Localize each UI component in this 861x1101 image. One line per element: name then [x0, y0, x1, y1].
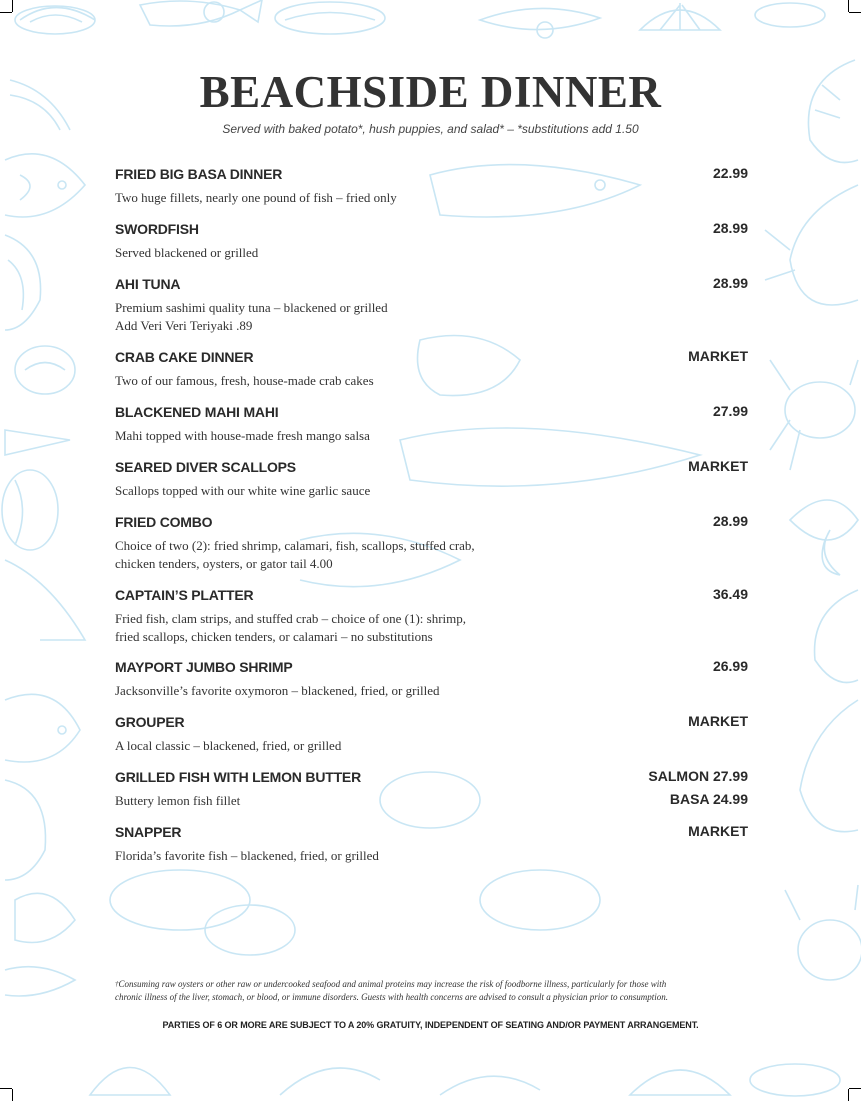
item-name: MAYPORT JUMBO SHRIMP: [115, 659, 293, 675]
item-name: BLACKENED MAHI MAHI: [115, 404, 279, 420]
disclaimer-line: chronic illness of the liver, stomach, or blood, or immune disorders. Guests with health concerns are advised to consult a physician prior to consumption.: [115, 992, 668, 1002]
item-description: Mahi topped with house-made fresh mango salsa: [115, 428, 370, 443]
item-name: FRIED COMBO: [115, 514, 213, 530]
item-description: Two huge fillets, nearly one pound of fish – fried only: [115, 190, 397, 205]
item-description: A local classic – blackened, fried, or grilled: [115, 738, 342, 753]
item-description: Two of our famous, fresh, house-made crab cakes: [115, 373, 374, 388]
item-description-line: Add Veri Veri Teriyaki .89: [115, 318, 253, 333]
item-price: 28.99: [712, 220, 748, 236]
item-name: AHI TUNA: [115, 276, 181, 292]
item-description: Buttery lemon fish fillet: [115, 793, 241, 808]
item-price: MARKET: [688, 823, 748, 839]
gratuity-notice: PARTIES OF 6 OR MORE ARE SUBJECT TO A 20% GRATUITY, INDEPENDENT OF SEATING AND/OR PAYMENT ARRANGEMENT.: [162, 1020, 699, 1030]
item-description-line: Premium sashimi quality tuna – blackened or grilled: [115, 300, 388, 315]
crop-mark: [849, 12, 861, 13]
item-description-line: fried scallops, chicken tenders, or calamari – no substitutions: [115, 629, 433, 644]
menu-subtitle: Served with baked potato*, hush puppies, and salad* – *substitutions add 1.50: [222, 122, 639, 136]
item-description: Florida’s favorite fish – blackened, fried, or grilled: [115, 848, 379, 863]
item-price: MARKET: [688, 713, 748, 729]
item-name: SEARED DIVER SCALLOPS: [115, 459, 296, 475]
item-name: SNAPPER: [115, 824, 182, 840]
crop-mark: [0, 1088, 12, 1089]
item-price: 28.99: [712, 513, 748, 529]
item-price: 36.49: [712, 586, 748, 602]
crop-mark: [849, 1088, 861, 1089]
item-price-basa: BASA 24.99: [669, 791, 748, 807]
item-description-line: Fried fish, clam strips, and stuffed crab – choice of one (1): shrimp,: [115, 611, 467, 626]
dagger-mark: †: [115, 980, 119, 988]
item-description: Served blackened or grilled: [115, 245, 259, 260]
crop-mark: [848, 0, 849, 12]
item-description: Jacksonville’s favorite oxymoron – blackened, fried, or grilled: [115, 683, 440, 698]
crop-mark: [12, 1089, 13, 1101]
item-price: 22.99: [712, 165, 748, 181]
disclaimer-line: [115, 978, 745, 991]
crop-mark: [0, 12, 12, 13]
item-description: Scallops topped with our white wine garlic sauce: [115, 483, 371, 498]
crop-mark: [12, 0, 13, 12]
item-price: MARKET: [688, 348, 748, 364]
menu-title: BEACHSIDE DINNER: [199, 67, 662, 117]
item-description: [115, 299, 388, 335]
item-name: SWORDFISH: [115, 221, 199, 237]
item-description-line: chicken tenders, oysters, or gator tail 4.00: [115, 556, 333, 571]
item-name: CRAB CAKE DINNER: [115, 349, 254, 365]
item-price: 26.99: [712, 658, 748, 674]
disclaimer-text: Consuming raw oysters or other raw or undercooked seafood and animal proteins may increase the risk of foodborne illness, particularly for those with: [118, 979, 667, 989]
item-description: [115, 610, 466, 646]
item-price: [648, 765, 748, 811]
item-price-salmon: SALMON 27.99: [648, 768, 748, 784]
item-name: FRIED BIG BASA DINNER: [115, 166, 283, 182]
item-description: [115, 537, 475, 573]
item-price: MARKET: [688, 458, 748, 474]
item-name: GRILLED FISH WITH LEMON BUTTER: [115, 769, 361, 785]
item-price: 28.99: [712, 275, 748, 291]
item-description-line: Choice of two (2): fried shrimp, calamari, fish, scallops, stuffed crab,: [115, 538, 475, 553]
item-name: GROUPER: [115, 714, 185, 730]
item-name: CAPTAIN’S PLATTER: [115, 587, 254, 603]
crop-mark: [848, 1089, 849, 1101]
health-disclaimer: [115, 978, 745, 1004]
item-price: 27.99: [712, 403, 748, 419]
